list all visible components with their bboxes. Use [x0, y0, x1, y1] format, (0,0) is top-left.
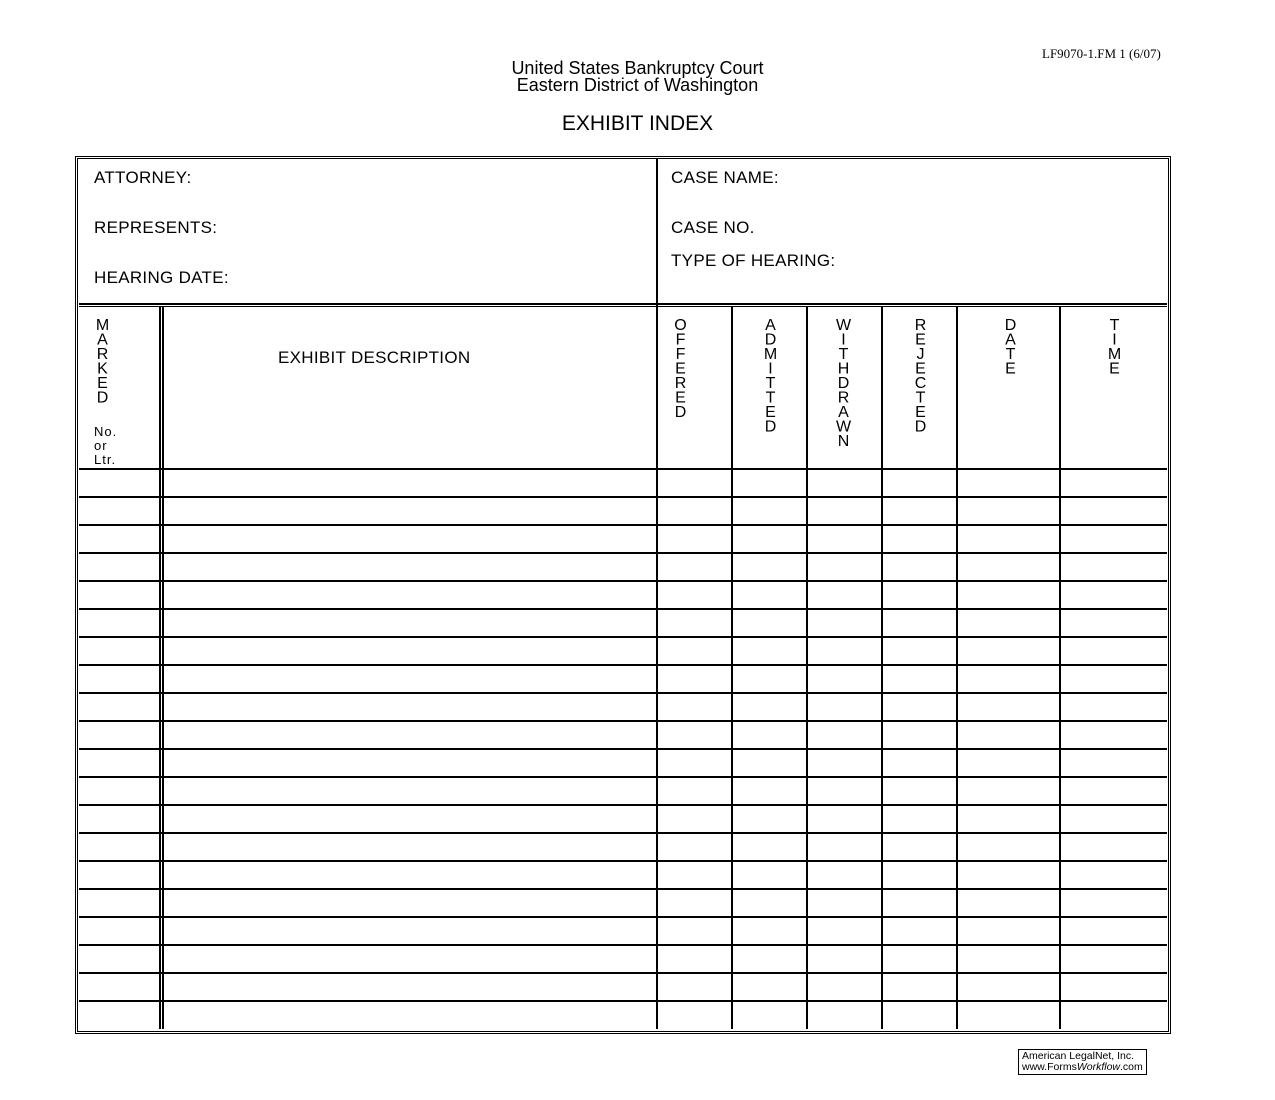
page-title: EXHIBIT INDEX: [561, 112, 714, 135]
marked-sub-ltr: Ltr.: [94, 452, 117, 467]
table-row-line: [79, 748, 1167, 750]
form-code: LF9070-1.FM 1 (6/07): [1042, 46, 1161, 61]
court-name: United States Bankruptcy Court: [511, 58, 764, 78]
table-row-line: [79, 832, 1167, 834]
table-row-line: [79, 580, 1167, 582]
court-district: Eastern District of Washington: [516, 75, 759, 95]
publisher-logo: [1018, 1049, 1147, 1075]
table-row-line: [79, 1000, 1167, 1002]
withdrawn-header: WITHDRAWN: [835, 317, 852, 448]
divider: [162, 306, 164, 1029]
marked-header: MARKED: [94, 317, 111, 404]
table-row-line: [79, 916, 1167, 918]
publisher-name: American LegalNet, Inc.: [1022, 1050, 1135, 1062]
exhibit-description-header: EXHIBIT DESCRIPTION: [278, 348, 471, 367]
marked-sub-or: or: [94, 438, 108, 453]
table-row-line: [79, 888, 1167, 890]
divider: [731, 306, 733, 1029]
table-row-line: [79, 468, 1167, 470]
form-table: [75, 156, 1171, 1034]
url-part: .com: [1120, 1061, 1143, 1073]
table-row-line: [79, 524, 1167, 526]
divider: [806, 306, 808, 1029]
table-row-line: [79, 496, 1167, 498]
divider: [656, 159, 658, 1029]
table-row-line: [79, 636, 1167, 638]
divider: [79, 306, 1167, 307]
table-row-line: [79, 552, 1167, 554]
table-row-line: [79, 860, 1167, 862]
case-no-label: CASE NO.: [671, 218, 755, 237]
date-header: DATE: [1002, 317, 1019, 375]
represents-label: REPRESENTS:: [94, 218, 218, 237]
table-row-line: [79, 972, 1167, 974]
table-row-line: [79, 804, 1167, 806]
attorney-label: ATTORNEY:: [94, 168, 192, 187]
table-row-line: [79, 776, 1167, 778]
divider: [956, 306, 958, 1029]
divider: [881, 306, 883, 1029]
type-of-hearing-label: TYPE OF HEARING:: [671, 251, 836, 270]
divider: [1059, 306, 1061, 1029]
case-name-label: CASE NAME:: [671, 168, 779, 187]
table-row-line: [79, 692, 1167, 694]
url-part: www.Forms: [1022, 1061, 1077, 1073]
url-part: Workflow: [1076, 1061, 1121, 1073]
publisher-url: [1022, 1062, 1143, 1073]
table-row-line: [79, 608, 1167, 610]
table-row-line: [79, 944, 1167, 946]
hearing-date-label: HEARING DATE:: [94, 268, 229, 287]
divider: [79, 303, 1167, 305]
time-header: TIME: [1106, 317, 1123, 375]
divider: [159, 306, 161, 1029]
offered-header: OFFERED: [672, 317, 689, 419]
admitted-header: ADMITTED: [762, 317, 779, 433]
rejected-header: REJECTED: [912, 317, 929, 433]
marked-sub-no: No.: [94, 424, 118, 439]
table-row-line: [79, 720, 1167, 722]
table-row-line: [79, 664, 1167, 666]
